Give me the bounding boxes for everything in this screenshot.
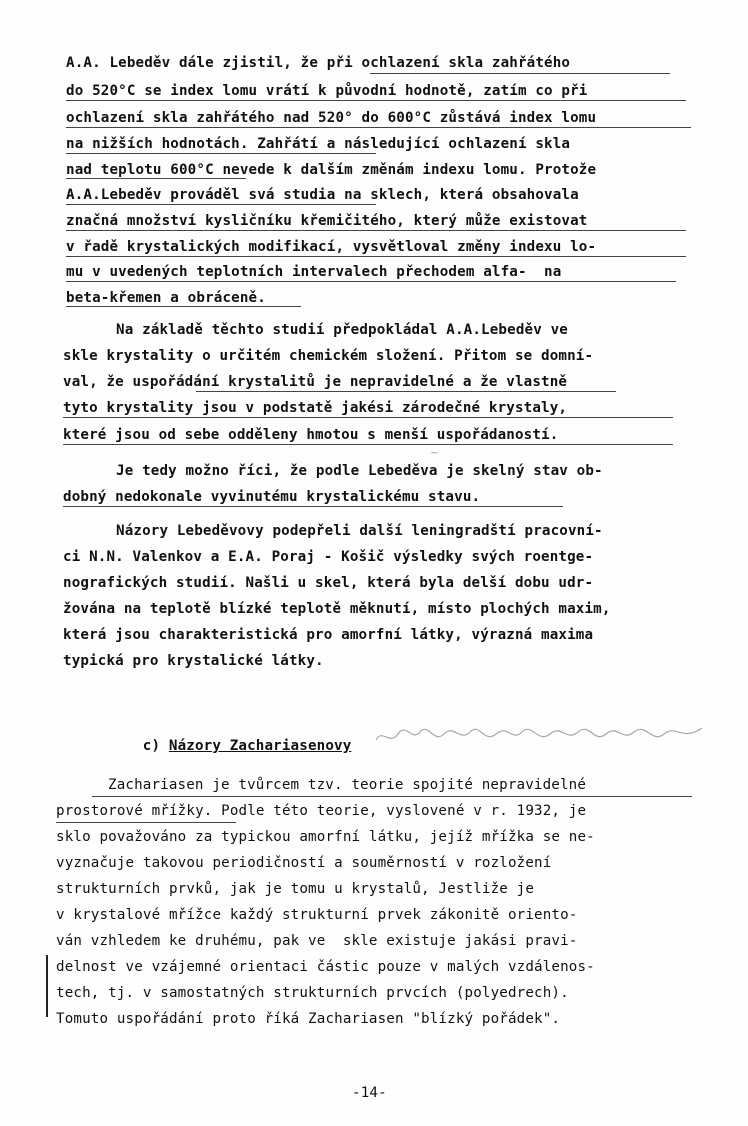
pencil-underline (370, 73, 670, 74)
margin-mark (46, 955, 48, 1017)
pencil-underline (66, 230, 686, 231)
paragraph-5-line-1: Zachariasen je tvůrcem tzv. teorie spojité nepravidelné (108, 777, 587, 793)
paragraph-4-line-5: která jsou charakteristická pro amorfní látky, výrazná maxima (63, 627, 594, 643)
paragraph-5-line-4: vyznačuje takovou periodičností a souměrností v rozložení (56, 855, 552, 871)
pencil-underline (92, 796, 692, 797)
pencil-underline (66, 100, 686, 101)
pencil-underline (66, 306, 301, 307)
handwritten-annotation (372, 718, 707, 754)
paragraph-3-line-1: Je tedy možno říci, že podle Lebeděva je skelný stav ob- (116, 463, 603, 479)
paragraph-1-line-9: mu v uvedených teplotních intervalech přechodem alfa- na (66, 264, 562, 280)
paragraph-1-line-8: v řadě krystalických modifikací, vysvětloval změny indexu lo- (66, 239, 597, 255)
paragraph-5-line-3: sklo považováno za typickou amorfní látku, jejíž mřížka se ne- (56, 829, 595, 845)
paragraph-2-line-4: tyto krystality jsou v podstatě jakési zárodečné krystaly, (63, 400, 568, 416)
paragraph-4-line-3: nografických studií. Našli u skel, která byla delší dobu udr- (63, 575, 594, 591)
pencil-underline (63, 417, 673, 418)
pencil-underline (66, 178, 246, 179)
paragraph-1-line-2: do 520°C se index lomu vrátí k původní hodnotě, zatím co při (66, 83, 588, 99)
paragraph-1-line-5: nad teplotu 600°C nevede k dalším změnám indexu lomu. Protože (66, 162, 597, 178)
pencil-underline (66, 281, 676, 282)
section-prefix: c) (142, 738, 161, 754)
paragraph-5-line-5: strukturních prvků, jak je tomu u krystalů, Jestliže je (56, 881, 535, 897)
pencil-underline (66, 256, 686, 257)
paragraph-3-line-2: dobný nedokonale vyvinutému krystalickému stavu. (63, 489, 481, 505)
paragraph-4-line-4: žována na teplotě blízké teplotě měknutí, místo plochých maxim, (63, 601, 611, 617)
pencil-underline (63, 506, 563, 507)
paragraph-4-line-1: Názory Lebeděvovy podepřeli další leningradští pracovní- (116, 523, 603, 539)
section-title: Názory Zachariasenovy (168, 738, 352, 754)
pencil-underline (66, 204, 376, 205)
paragraph-4-line-2: ci N.N. Valenkov a E.A. Poraj - Košič výsledky svých roentge- (63, 549, 594, 565)
paragraph-1-line-10: beta-křemen a obráceně. (66, 290, 266, 306)
paragraph-1-line-7: značná množství kysličníku křemičitého, který může existovat (66, 213, 588, 229)
paragraph-1-line-3: ochlazení skla zahřátého nad 520° do 600°C zůstává index lomu (66, 110, 597, 126)
paragraph-2-line-5: které jsou od sebe odděleny hmotou s menší uspořádaností. (63, 427, 559, 443)
pencil-underline (196, 391, 616, 392)
pencil-underline (63, 444, 673, 445)
paragraph-5-line-2: prostorové mřížky. Podle této teorie, vyslovené v r. 1932, je (56, 803, 587, 819)
paragraph-1-line-6: A.A.Lebeděv prováděl svá studia na sklech, která obsahovala (66, 187, 579, 203)
paragraph-5-line-8: delnost ve vzájemné orientaci částic pouze v malých vzdálenos- (56, 959, 595, 975)
page-number: -14- (352, 1085, 387, 1101)
paragraph-5-line-6: v krystalové mřížce každý strukturní prvek zákonitě oriento- (56, 907, 578, 923)
paragraph-5-line-9: tech, tj. v samostatných strukturních prvcích (polyedrech). (56, 985, 569, 1001)
pencil-underline (66, 153, 376, 154)
pencil-underline (56, 822, 236, 823)
paragraph-5-line-10: Tomuto uspořádání proto říká Zachariasen "blízký pořádek". (56, 1011, 561, 1027)
paragraph-2-line-1: Na základě těchto studií předpokládal A.A.Lebeděv ve (116, 322, 568, 338)
paragraph-1-line-4: na nižších hodnotách. Zahřátí a následující ochlazení skla (66, 136, 571, 152)
paragraph-2-line-3: val, že uspořádání krystalitů je nepravidelné a že vlastně (63, 374, 568, 390)
section-heading (108, 722, 351, 770)
handwritten-note: ~ (430, 448, 439, 459)
pencil-underline (66, 127, 691, 128)
paragraph-2-line-2: skle krystality o určitém chemickém složení. Přitom se domní- (63, 348, 594, 364)
paragraph-1-line-1: A.A. Lebeděv dále zjistil, že při ochlazení skla zahřátého (66, 55, 571, 71)
paragraph-4-line-6: typická pro krystalické látky. (63, 653, 324, 669)
paragraph-5-line-7: ván vzhledem ke druhému, pak ve skle existuje jakási pravi- (56, 933, 578, 949)
